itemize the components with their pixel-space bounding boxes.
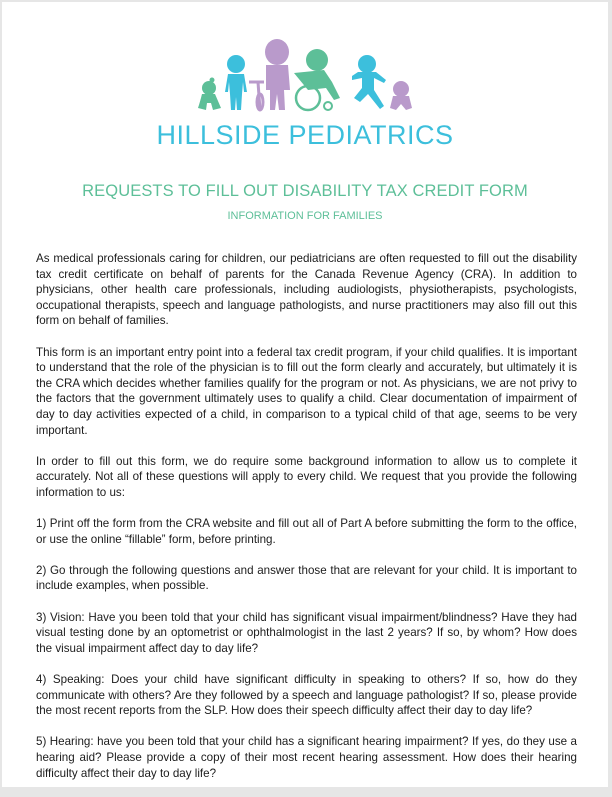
document-body (36, 251, 577, 797)
toddler-silhouette (198, 78, 221, 111)
paragraph-intro: As medical professionals caring for children, our pediatricians are often requested to fill out the disability tax credit certificate on behalf of parents for the Canada Revenue Agency (CRA). In addition to physicians, other health care professionals, including audiologists, physiotherapists, psychologists, occupational therapists, speech and language pathologists, and nurse practitioners may also fill out this form on behalf of families. (36, 252, 577, 328)
list-item-hearing: 5) Hearing: have you been told that your child has a significant hearing impairment? If yes, do they use a hearing aid? Please provide a copy of their most recent hearing assessment. How does their hearing difficulty affect their day to day life? (36, 735, 577, 780)
boy-silhouette (225, 55, 247, 110)
page-subtitle: INFORMATION FOR FAMILIES (227, 210, 383, 222)
baby-silhouette (390, 81, 412, 110)
paragraph-background-info: In order to fill out this form, we do require some background information to allow us to complete it accurately. Not all of these questions will apply to every child. We request that you provide the following information to us: (36, 454, 577, 499)
paragraph-entry-point: This form is an important entry point into a federal tax credit program, if your child qualifies. It is important to understand that the role of the physician is to fill out the form clearly and accurately, but ultimately it is the CRA which decides whether families qualify for the program or not. As physicians, we are not privy to the factors that the government ultimately uses to qualify a child. Clear documentation of impairment of day to day activities expected of a child, in comparison to a typical child of that age, seems to be very important. (36, 345, 577, 437)
girl-silhouette (265, 39, 290, 110)
brand-name: HILLSIDE PEDIATRICS (156, 120, 454, 150)
list-item-vision: 3) Vision: Have you been told that your child has significant visual impairment/blindness? Have they had visual testing done by an optometrist or ophthalmologist in the last 2 years? If so, by whom? How does the visual impairment affect day to day life? (36, 610, 577, 655)
list-item-answer-questions: 2) Go through the following questions and answer those that are relevant for your child. It is important to include examples, when possible. (36, 563, 577, 593)
page-title: REQUESTS TO FILL OUT DISABILITY TAX CREDIT FORM (82, 182, 528, 200)
wheelchair-child-silhouette (294, 49, 340, 110)
document-page (2, 2, 608, 787)
bicycle-silhouette (249, 82, 264, 110)
running-child-silhouette (352, 55, 386, 109)
list-item-print-form: 1) Print off the form from the CRA website and fill out all of Part A before submitting the form to the office, or use the online “fillable” form, before printing. (36, 517, 577, 546)
logo (2, 2, 608, 162)
list-item-speaking: 4) Speaking: Does your child have significant difficulty in speaking to others? If so, how do they communicate with others? Are they followed by a speech and language pathologist? If so, please provide the most recent reports from the SLP. How does their speech difficulty affect their day to day life? (36, 673, 577, 718)
